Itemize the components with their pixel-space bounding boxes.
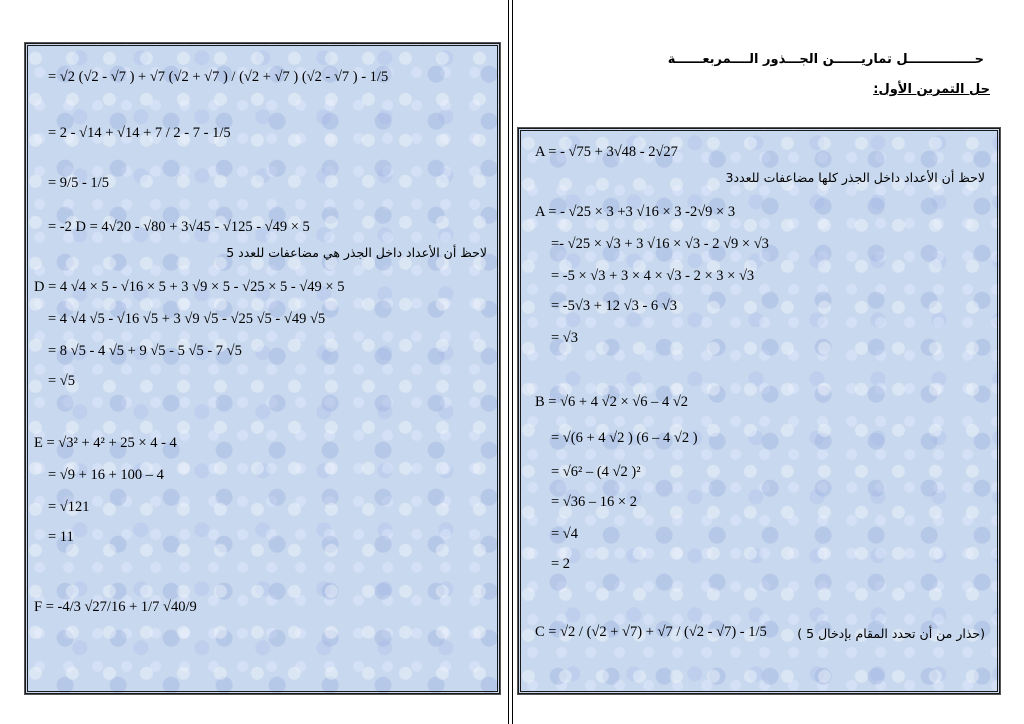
left-line-9: E = √3² + 4² + 25 × 4 - 4 <box>34 435 177 451</box>
left-line-1: = √2 (√2 - √7 ) + √7 (√2 + √7 ) / (√2 + √7 ) (√2 - √7 ) - 1/5 <box>48 69 389 85</box>
right-line-13: C = √2 / (√2 + √7) + √7 / (√2 - √7) - 1/5 <box>535 624 767 640</box>
right-line-3: =- √25 × √3 + 3 √16 × √3 - 2 √9 × √3 <box>551 236 769 252</box>
right-line-6: = √3 <box>551 330 579 346</box>
left-line-8: = √5 <box>48 373 76 389</box>
right-line-2: A = - √25 × 3 +3 √16 × 3 -2√9 × 3 <box>535 204 736 220</box>
left-line-7: = 8 √5 - 4 √5 + 9 √5 - 5 √5 - 7 √5 <box>48 343 242 359</box>
right-solution-panel <box>518 128 1000 694</box>
left-line-12: = 11 <box>48 529 74 545</box>
left-line-4: = -2 D = 4√20 - √80 + 3√45 - √125 - √49 × 5 <box>48 219 310 235</box>
page-divider-right <box>512 0 513 724</box>
right-line-5: = -5√3 + 12 √3 - 6 √3 <box>551 298 678 314</box>
right-line-4: = -5 × √3 + 3 × 4 × √3 - 2 × 3 × √3 <box>551 268 755 284</box>
right-note-warning: (حذار من أن تحدد المقام بإدخال 5 ) <box>797 626 985 641</box>
right-line-10: = √36 – 16 × 2 <box>551 494 637 510</box>
right-line-9: = √6² – (4 √2 )² <box>551 464 641 480</box>
left-line-11: = √121 <box>48 499 90 515</box>
right-line-7: B = √6 + 4 √2 × √6 – 4 √2 <box>535 394 689 410</box>
page-divider-left <box>508 0 509 724</box>
right-line-8: = √(6 + 4 √2 ) (6 – 4 √2 ) <box>551 430 698 446</box>
exercise-label: حل التمرين الأول: <box>873 82 990 97</box>
left-line-6: = 4 √4 √5 - √16 √5 + 3 √9 √5 - √25 √5 - √49 √5 <box>48 311 326 327</box>
left-line-5: D = 4 √4 × 5 - √16 × 5 + 3 √9 × 5 - √25 × 5 - √49 × 5 <box>34 279 345 295</box>
right-line-12: = 2 <box>551 556 571 572</box>
left-line-10: = √9 + 16 + 100 – 4 <box>48 467 164 483</box>
left-line-2: = 2 - √14 + √14 + 7 / 2 - 7 - 1/5 <box>48 125 231 141</box>
left-line-13: F = -4/3 √27/16 + 1/7 √40/9 <box>34 599 197 615</box>
right-line-11: = √4 <box>551 526 579 542</box>
left-line-3: = 9/5 - 1/5 <box>48 175 109 191</box>
right-note-multiples-3: لاحظ أن الأعداد داخل الجذر كلها مضاعفات للعدد3 <box>725 170 985 185</box>
right-line-1: A = - √75 + 3√48 - 2√27 <box>535 144 678 160</box>
left-solution-panel <box>25 43 500 694</box>
left-note-multiples-5: لاحظ أن الأعداد داخل الجذر هي مضاعفات للعدد 5 <box>226 245 487 260</box>
page-title: حـــــــــــــــل تماريــــــن الجـــذور الــــمربعــــــة <box>667 52 984 67</box>
